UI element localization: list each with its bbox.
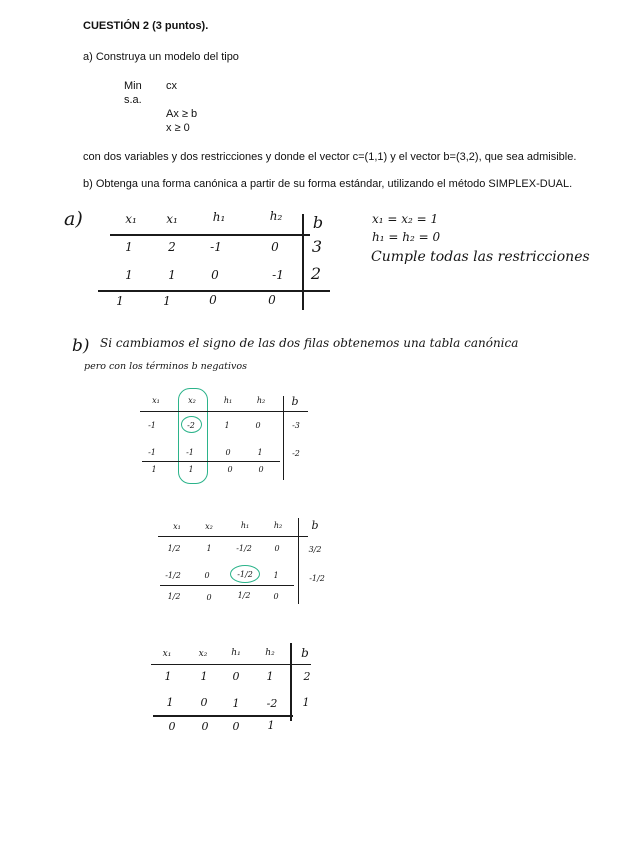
table-cell: 1 [166,696,174,709]
cost-cell: 1 [267,719,275,732]
cost-cell: 0 [201,720,209,733]
table-header: h₁ [240,521,250,530]
table-cell: 1 [168,268,176,282]
answer-b-line-1: Si cambiamos el signo de las dos filas obtenemos una tabla canónica [100,336,519,350]
table-cell: -1 [186,448,194,457]
table-cell: 1 [206,544,212,553]
header-rule [110,234,310,236]
table-header: h₂ [273,521,283,530]
table-cell: 0 [211,268,219,282]
table-cell: -1/2 [165,571,181,580]
table-header: h₂ [269,209,283,223]
table-cell: 0 [225,448,231,457]
b-column-divider [298,518,299,604]
cost-rule [153,715,293,717]
table-header: h₁ [212,210,226,224]
table-cell: 0 [232,670,240,683]
cost-cell: 0 [209,293,217,307]
table-header: x₂ [188,396,196,405]
part-b-statement: b) Obtenga una forma canónica a partir de su forma estándar, utilizando el método SIMPLEX-DUAL. [83,178,573,190]
table-cell: 2 [168,240,176,254]
table-header: h₁ [231,648,241,658]
table-header: b [312,213,324,232]
table-cell: 1 [266,670,274,683]
table-cell: 1 [125,268,133,282]
part-a-conditions: con dos variables y dos restricciones y donde el vector c=(1,1) y el vector b=(3,2), que sea admisible. [83,151,577,163]
table-cell: 3/2 [308,545,322,554]
cost-cell: 1 [163,294,171,308]
header-rule [158,536,308,537]
table-cell: 0 [271,240,279,254]
table-cell: -2 [187,421,195,430]
table-header: b [301,646,309,660]
b-column-divider [283,396,284,480]
cost-cell: 1 [188,465,194,474]
table-cell: -1 [148,421,156,430]
table-cell: 0 [204,571,210,580]
cost-rule [98,290,330,292]
table-header: x₁ [162,649,172,659]
table-cell: 0 [274,544,280,553]
table-header: b [291,395,299,408]
answer-a-note-3: Cumple todas las restricciones [371,249,590,265]
table-cell: -1/2 [309,574,325,583]
table-cell: 1 [257,448,263,457]
table-cell: -1/2 [236,544,252,553]
cost-cell: 0 [168,720,176,733]
table-header: b [311,519,319,532]
cost-cell: 0 [273,592,279,601]
table-cell: 2 [310,264,322,283]
table-cell: 2 [303,670,311,683]
table-cell: 0 [200,696,208,709]
table-cell: 1 [273,571,279,580]
cost-rule [160,585,294,586]
question-title: CUESTIÓN 2 (3 puntos). [83,20,209,32]
header-rule [151,664,311,665]
answer-b-label: b) [72,336,90,356]
table-cell: -1 [210,240,222,254]
table-header: x₁ [166,212,178,226]
table-cell: -1 [272,268,284,282]
table-header: h₁ [223,396,233,405]
table-cell: 1 [302,696,310,709]
cost-cell: 0 [232,720,240,733]
table-header: x₁ [173,522,181,531]
table-cell: -2 [266,697,278,710]
b-column-divider [302,214,304,310]
table-header: x₂ [205,522,213,531]
answer-b-line-2: pero con los términos b negativos [84,361,247,372]
cost-cell: 0 [268,293,276,307]
table-header: x₂ [198,649,208,659]
cost-cell: 1 [116,294,124,308]
table-header: h₂ [256,396,266,405]
table-header: h₂ [265,648,275,658]
model-st-label: s.a. [124,94,142,106]
table-cell: 1 [125,240,133,254]
table-header: x₁ [152,396,160,405]
cost-cell: 0 [258,465,264,474]
model-constraint-1: Ax ≥ b [166,108,198,120]
table-cell: 1 [224,421,230,430]
table-header: x₁ [125,212,137,226]
model-constraint-2: x ≥ 0 [166,122,190,134]
table-cell: 3 [311,237,323,256]
cost-cell: 1/2 [167,592,181,601]
table-cell: 1 [232,697,240,710]
model-min-expr: cx [166,80,177,92]
table-cell: 1/2 [167,544,181,553]
answer-a-note-2: h₁ = h₂ = 0 [372,230,441,244]
table-cell: -3 [292,421,300,430]
cost-cell: 1/2 [237,591,251,600]
answer-a-note-1: x₁ = x₂ = 1 [372,212,439,226]
part-a-statement: a) Construya un modelo del tipo [83,51,239,63]
cost-cell: 0 [227,465,233,474]
b-column-divider [290,643,292,721]
cost-rule [142,461,280,462]
table-cell: -2 [292,449,300,458]
cost-cell: 1 [151,465,157,474]
answer-a-label: a) [64,208,83,230]
cost-cell: 0 [206,593,212,602]
table-cell: -1/2 [237,570,253,579]
model-min-label: Min [124,80,142,92]
table-cell: 0 [255,421,261,430]
table-cell: 1 [164,670,172,683]
table-cell: -1 [148,448,156,457]
table-cell: 1 [200,670,208,683]
